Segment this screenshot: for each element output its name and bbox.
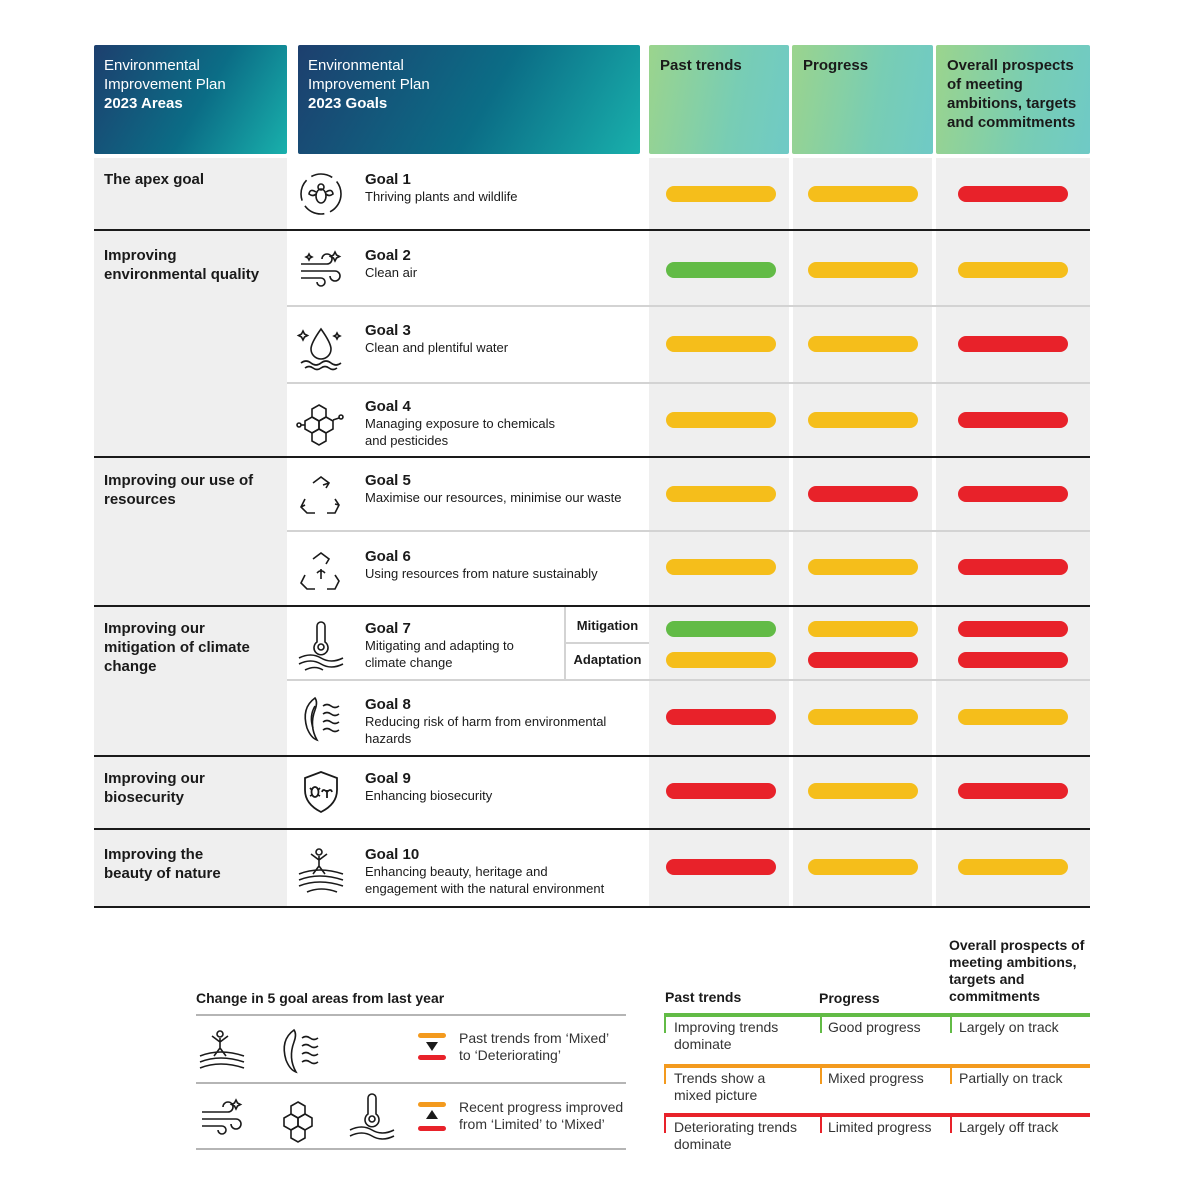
goal-description: Mitigating and adapting to <box>365 638 514 653</box>
legend-line: Trends show a <box>674 1070 766 1086</box>
header-goals-line1: Environmental <box>308 57 404 74</box>
header-areas-line3: 2023 Areas <box>104 95 183 112</box>
chemical-molecule-icon <box>274 1092 326 1149</box>
area-line: biosecurity <box>104 789 185 806</box>
goal-title: Goal 6 <box>365 548 411 565</box>
status-pill-overall <box>958 336 1068 352</box>
key-green-overall: Largely on track <box>959 1019 1059 1035</box>
key-tick <box>820 1068 822 1084</box>
key-green-past <box>674 1019 778 1053</box>
status-pill-overall <box>958 262 1068 278</box>
goal-3-text <box>365 322 508 356</box>
goal-description: Clean and plentiful water <box>365 340 509 355</box>
status-pill-past <box>666 559 776 575</box>
status-pill-past <box>666 709 776 725</box>
key-tick <box>950 1068 952 1084</box>
status-pill-overall <box>958 859 1068 875</box>
goal-1-text <box>365 171 517 205</box>
area-line: Improving the <box>104 846 204 863</box>
header-goals-line2: Improvement Plan <box>308 76 430 93</box>
legend-line: Past trends from ‘Mixed’ <box>459 1030 610 1046</box>
area-label-environmental-quality <box>104 246 259 284</box>
thermometer-icon <box>295 620 347 677</box>
key-amber-bar <box>664 1064 1090 1068</box>
status-pill-progress <box>808 709 918 725</box>
status-pill-progress <box>808 186 918 202</box>
header-overall-line3: ambitions, targets <box>947 95 1077 112</box>
change-legend-title: Change in 5 goal areas from last year <box>196 990 445 1006</box>
area-separator <box>94 229 1090 231</box>
status-pill-overall <box>958 783 1068 799</box>
legend-divider <box>196 1148 626 1150</box>
down-arrow-icon <box>426 1042 438 1051</box>
key-overall-title <box>949 937 1084 1005</box>
key-tick <box>950 1017 952 1033</box>
goal-description: Using resources from nature sustainably <box>365 566 598 581</box>
column-divider <box>789 158 793 906</box>
legend-line: from ‘Limited’ to ‘Mixed’ <box>459 1116 605 1132</box>
goal-5-text <box>365 472 621 506</box>
status-pill-progress <box>808 621 918 637</box>
status-pill-past <box>666 783 776 799</box>
goal-2-text <box>365 247 417 281</box>
goal-description: Enhancing beauty, heritage and <box>365 864 548 879</box>
legend-line: meeting ambitions, <box>949 954 1077 970</box>
red-bar <box>418 1055 446 1060</box>
status-pill-past <box>666 652 776 668</box>
goal-10-text <box>365 846 604 897</box>
amber-bar <box>418 1033 446 1038</box>
status-pill-progress <box>808 783 918 799</box>
goal-6-text <box>365 548 598 582</box>
area-line: Improving our use of <box>104 472 254 489</box>
header-progress-label: Progress <box>803 57 869 74</box>
key-tick <box>664 1017 666 1033</box>
thermometer-icon <box>346 1092 398 1149</box>
wind-icon <box>196 1092 248 1149</box>
key-amber-progress: Mixed progress <box>828 1070 924 1086</box>
goal-title: Goal 10 <box>365 846 420 863</box>
key-amber-past <box>674 1070 765 1104</box>
legend-divider <box>196 1014 626 1016</box>
area-line: mitigation of climate <box>104 639 250 656</box>
subrow-label-adaptation: Adaptation <box>573 652 642 667</box>
goal-description: Maximise our resources, minimise our waste <box>365 490 622 505</box>
area-label-beauty <box>104 845 221 883</box>
area-line: resources <box>104 491 176 508</box>
goal-title: Goal 1 <box>365 171 411 188</box>
recycle-icon <box>295 469 347 526</box>
water-drop-icon <box>295 319 347 376</box>
goal-title: Goal 2 <box>365 247 411 264</box>
change-row2-text <box>459 1099 623 1133</box>
key-past-trends-title: Past trends <box>665 989 742 1005</box>
status-pill-past <box>666 486 776 502</box>
key-red-bar <box>664 1113 1090 1117</box>
goal-description: Clean air <box>365 265 418 280</box>
status-pill-overall <box>958 486 1068 502</box>
status-pill-overall <box>958 652 1068 668</box>
area-separator <box>94 828 1090 830</box>
header-overall-line4: and commitments <box>947 114 1076 131</box>
legend-line: Deteriorating trends <box>674 1119 797 1135</box>
goal-title: Goal 4 <box>365 398 411 415</box>
status-pill-progress <box>808 859 918 875</box>
key-red-overall: Largely off track <box>959 1119 1059 1135</box>
area-label-biosecurity <box>104 769 205 807</box>
key-tick <box>950 1117 952 1133</box>
status-pill-progress <box>808 262 918 278</box>
status-pill-overall <box>958 621 1068 637</box>
key-red-past <box>674 1119 797 1153</box>
area-separator <box>94 755 1090 757</box>
area-line: The apex goal <box>104 171 205 188</box>
goal-7-text <box>365 620 514 671</box>
subrow-separator <box>566 642 649 644</box>
header-past-trends <box>649 45 789 154</box>
goal-description: Thriving plants and wildlife <box>365 189 518 204</box>
subrow-label-mitigation: Mitigation <box>576 618 639 633</box>
goal-description: hazards <box>365 731 412 746</box>
area-line: change <box>104 658 157 675</box>
header-goals <box>298 45 640 154</box>
change-row1-text <box>459 1030 609 1064</box>
goal-separator <box>287 382 1090 384</box>
chemical-molecule-icon <box>295 395 347 452</box>
goal-title: Goal 8 <box>365 696 411 713</box>
legend-line: to ‘Deteriorating’ <box>459 1047 561 1063</box>
goal-separator <box>287 530 1090 532</box>
header-areas-line2: Improvement Plan <box>104 76 226 93</box>
goal-description: Managing exposure to chemicals <box>365 416 556 431</box>
area-line: Improving our <box>104 770 205 787</box>
key-red-progress: Limited progress <box>828 1119 932 1135</box>
goal-description: climate change <box>365 655 453 670</box>
up-arrow-icon <box>426 1110 438 1119</box>
status-pill-past <box>666 412 776 428</box>
key-progress-title: Progress <box>819 990 880 1006</box>
status-pill-progress <box>808 559 918 575</box>
area-line: Improving our <box>104 620 205 637</box>
header-areas-line1: Environmental <box>104 57 200 74</box>
status-pill-overall <box>958 709 1068 725</box>
goal-separator <box>287 679 1090 681</box>
legend-line: dominate <box>674 1136 732 1152</box>
legend-line: Recent progress improved <box>459 1099 624 1115</box>
status-pill-progress <box>808 486 918 502</box>
flood-hazard-icon <box>295 692 347 749</box>
status-pill-overall <box>958 186 1068 202</box>
status-pill-progress <box>808 336 918 352</box>
area-separator <box>94 456 1090 458</box>
status-pill-overall <box>958 412 1068 428</box>
header-past-trends-label: Past trends <box>660 57 742 74</box>
area-separator <box>94 906 1090 908</box>
goal-4-text <box>365 398 555 449</box>
shield-bug-icon <box>295 766 347 823</box>
key-tick <box>664 1068 666 1084</box>
status-pill-past <box>666 336 776 352</box>
area-label-climate <box>104 619 250 676</box>
status-pill-past <box>666 621 776 637</box>
area-separator <box>94 605 1090 607</box>
goal-title: Goal 7 <box>365 620 411 637</box>
goal-9-text <box>365 770 492 804</box>
key-amber-overall: Partially on track <box>959 1070 1063 1086</box>
key-tick <box>820 1117 822 1133</box>
column-divider <box>932 158 936 906</box>
area-line: beauty of nature <box>104 865 221 882</box>
goal-description: Reducing risk of harm from environmental <box>365 714 607 729</box>
status-pill-past <box>666 859 776 875</box>
area-label-resources <box>104 471 253 509</box>
legend-line: commitments <box>949 988 1041 1004</box>
nature-recycle-icon <box>295 545 347 602</box>
key-green-bar <box>664 1013 1090 1017</box>
key-green-progress: Good progress <box>828 1019 921 1035</box>
goal-description: and pesticides <box>365 433 449 448</box>
area-label-apex <box>104 170 204 189</box>
status-pill-progress <box>808 652 918 668</box>
header-overall <box>936 45 1090 154</box>
goal-title: Goal 3 <box>365 322 411 339</box>
status-pill-past <box>666 186 776 202</box>
legend-line: mixed picture <box>674 1087 758 1103</box>
wildlife-icon <box>295 168 347 225</box>
amber-bar <box>418 1102 446 1107</box>
header-progress <box>792 45 933 154</box>
goal-description: Enhancing biosecurity <box>365 788 493 803</box>
goal-separator <box>287 305 1090 307</box>
status-pill-past <box>666 262 776 278</box>
legend-divider <box>196 1082 626 1084</box>
red-bar <box>418 1126 446 1131</box>
status-pill-overall <box>958 559 1068 575</box>
header-overall-line2: of meeting <box>947 76 1023 93</box>
legend-line: targets and <box>949 971 1025 987</box>
person-landscape-icon <box>295 842 347 899</box>
area-line: environmental quality <box>104 266 260 283</box>
status-pill-progress <box>808 412 918 428</box>
key-tick <box>664 1117 666 1133</box>
legend-line: dominate <box>674 1036 732 1052</box>
goal-8-text <box>365 696 606 747</box>
wind-icon <box>295 244 347 301</box>
goal-description: engagement with the natural environment <box>365 881 605 896</box>
header-goals-line3: 2023 Goals <box>308 95 388 112</box>
legend-line: Overall prospects of <box>949 937 1085 953</box>
area-line: Improving <box>104 247 177 264</box>
goal-title: Goal 9 <box>365 770 411 787</box>
person-landscape-icon <box>196 1024 248 1081</box>
header-overall-line1: Overall prospects <box>947 57 1074 74</box>
legend-line: Improving trends <box>674 1019 779 1035</box>
goal-title: Goal 5 <box>365 472 411 489</box>
flood-hazard-icon <box>274 1024 326 1081</box>
key-tick <box>820 1017 822 1033</box>
header-areas <box>94 45 287 154</box>
